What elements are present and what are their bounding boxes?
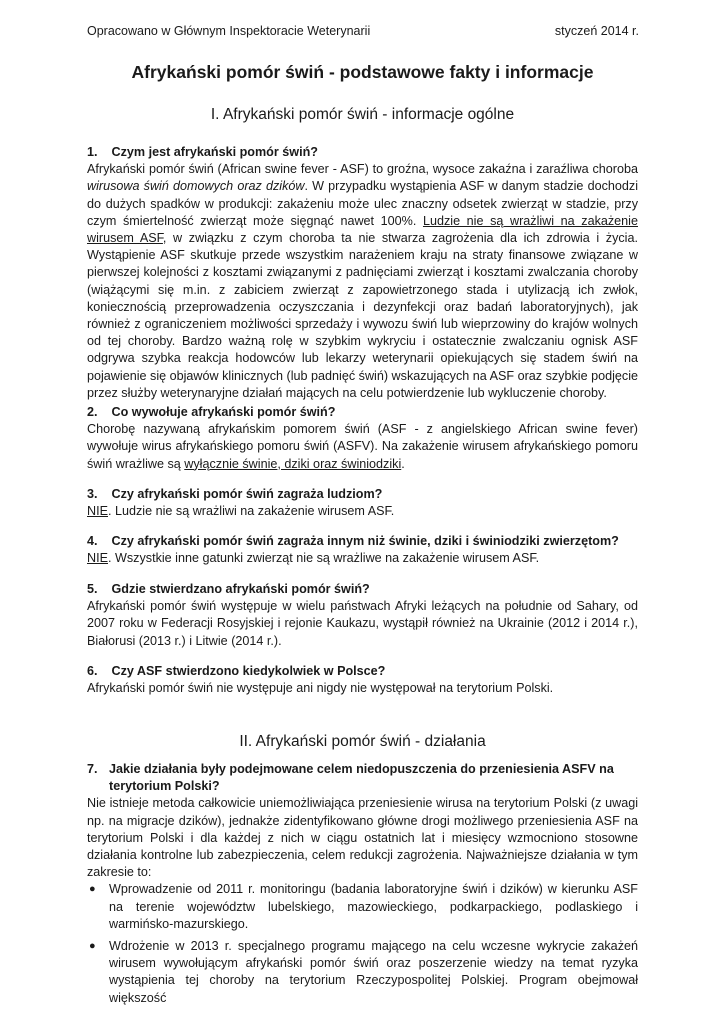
- q3-question: 3. Czy afrykański pomór świń zagraża ludziom?: [87, 487, 383, 501]
- section-1-title: I. Afrykański pomór świń - informacje ogólne: [210, 106, 515, 123]
- q2-question: 2. Co wywołuje afrykański pomór świń?: [87, 405, 336, 419]
- page-header: [87, 24, 639, 38]
- q6-block: [87, 663, 638, 697]
- q5-question: 5. Gdzie stwierdzano afrykański pomór świń?: [87, 582, 370, 596]
- q7-answer: Nie istnieje metoda całkowicie uniemożliwiająca przeniesienie wirusa na terytorium Polski (z uwagi np. na migracje dzików), jednakże zidentyfikowano główne drogi możliwego przeniesienia ASF na terytorium Polski i dla każdej z nich w ciągu ostatnich lat i miesięcy wzmocniono stosowne działania kontrolne lub zabezpieczenia, celem redukcji zagrożenia. Najważniejsze działania w tym zakresie to:: [87, 796, 638, 880]
- q2-block: [87, 404, 638, 473]
- q7-bullet-list: [87, 881, 638, 1006]
- q4-block: [87, 533, 638, 567]
- q6-question: 6. Czy ASF stwierdzono kiedykolwiek w Polsce?: [87, 664, 386, 678]
- q4-question: 4. Czy afrykański pomór świń zagraża innym niż świnie, dziki i świniodziki zwierzętom?: [87, 534, 619, 548]
- q2-answer: Chorobę nazywaną afrykańskim pomorem świń (ASF - z angielskiego African swine fever) wywołuje wirus afrykańskiego pomoru świń (ASFV). Na zakażenie wirusem afrykańskiego pomoru świń wrażliwe są wyłącznie świnie, dziki oraz świniodziki.: [87, 422, 638, 471]
- header-date: styczeń 2014 r.: [554, 24, 639, 38]
- q3-block: [87, 486, 638, 520]
- document-title: Afrykański pomór świń - podstawowe fakty i informacje: [131, 62, 594, 82]
- q1-block: [87, 144, 638, 402]
- q1-underline: Ludzie nie są wrażliwi na zakażenie wirusem ASF: [87, 213, 638, 246]
- header-author: Opracowano w Głównym Inspektoracie Weterynarii: [87, 24, 371, 38]
- section-2-title: II. Afrykański pomór świń - działania: [239, 733, 486, 750]
- q5-answer: Afrykański pomór świń występuje w wielu państwach Afryki leżących na południe od Sahary, od 2007 roku w Federacji Rosyjskiej i rejonie Kaukazu, wystąpił również na Ukrainie (2012 i 2014 r.), Białorusi (2013 r.) i Litwie (2014 r.).: [87, 599, 638, 648]
- q1-italic: wirusowa świń domowych oraz dzików: [87, 179, 305, 194]
- q3-underline: NIE: [87, 504, 108, 519]
- bullet-icon: ●: [89, 883, 96, 896]
- q7-number: 7.: [87, 762, 98, 776]
- q1-answer: Afrykański pomór świń (African swine fever - ASF) to groźna, wysoce zakaźna i zaraźliwa choroba wirusowa świń domowych oraz dzików. W przypadku wystąpienia ASF w danym stadzie dochodzi do dużych spadków w produkcji: zakażeniu może ulec znaczny odsetek zwierząt w stadzie, przy czym śmiertelność zwierząt może sięgnąć nawet 100%. Ludzie nie są wrażliwi na zakażenie wirusem ASF, w związku z czym choroba ta nie stwarza zagrożenia dla ich zdrowia i życia. Wystąpienie ASF skutkuje przede wszystkim narażeniem kraju na straty finansowe związane w pierwszej kolejności z kosztami związanymi z padnięciami zwierząt i kosztami zwalczania choroby (wiążącymi się m.in. z zabiciem zwierząt z zapowietrzonego stada i utylizacją ich zwłok, koniecznością przeprowadzenia oczyszczania i dezynfekcji oraz badań laboratoryjnych), jak również z ograniczeniem możliwości sprzedaży i wywozu świń lub wieprzowiny do krajów wolnych od tej choroby. Bardzo ważną rolę w szybkim wykryciu i ostatecznie zwalczaniu ognisk ASF odgrywa szybka reakcja hodowców lub lekarzy weterynarii opiekujących się stadem świń na pojawienie się objawów klinicznych (lub padnięć świń) wskazujących na ASF oraz szybkie podjęcie przez służby weterynaryjne działań mających na celu potwierdzenie lub wykluczenie choroby.: [87, 162, 638, 400]
- list-item: ● Wprowadzenie od 2011 r. monitoringu (badania laboratoryjne świń i dzików) w kierunku ASF na terenie województw lubelskiego, mazowieckiego, podkarpackiego, podlaskiego i warmińsko-mazurskiego.: [87, 881, 638, 933]
- bullet-icon: ●: [89, 940, 96, 953]
- q7-block: [87, 761, 638, 1007]
- q6-answer: Afrykański pomór świń nie występuje ani nigdy nie występował na terytorium Polski.: [87, 681, 554, 696]
- q7-question: [87, 761, 638, 795]
- q5-block: [87, 581, 638, 650]
- q4-answer: NIE. Wszystkie inne gatunki zwierząt nie są wrażliwe na zakażenie wirusem ASF.: [87, 551, 540, 566]
- q7-question-text: Jakie działania były podejmowane celem niedopuszczenia do przeniesienia ASFV na terytorium Polski?: [109, 762, 614, 794]
- list-item: ● Wdrożenie w 2013 r. specjalnego programu mającego na celu wczesne wykrycie zakażeń wirusem wywołującym afrykański pomór świń oraz poszerzenie wiedzy na temat ryzyka wystąpienia tej choroby na terytorium Rzeczypospolitej Polskiej. Program obejmował większość: [87, 938, 638, 1007]
- q3-answer: NIE. Ludzie nie są wrażliwi na zakażenie wirusem ASF.: [87, 504, 395, 519]
- q2-underline: wyłącznie świnie, dziki oraz świniodziki: [184, 456, 402, 471]
- q1-question: 1. Czym jest afrykański pomór świń?: [87, 145, 318, 159]
- q4-underline: NIE: [87, 551, 108, 566]
